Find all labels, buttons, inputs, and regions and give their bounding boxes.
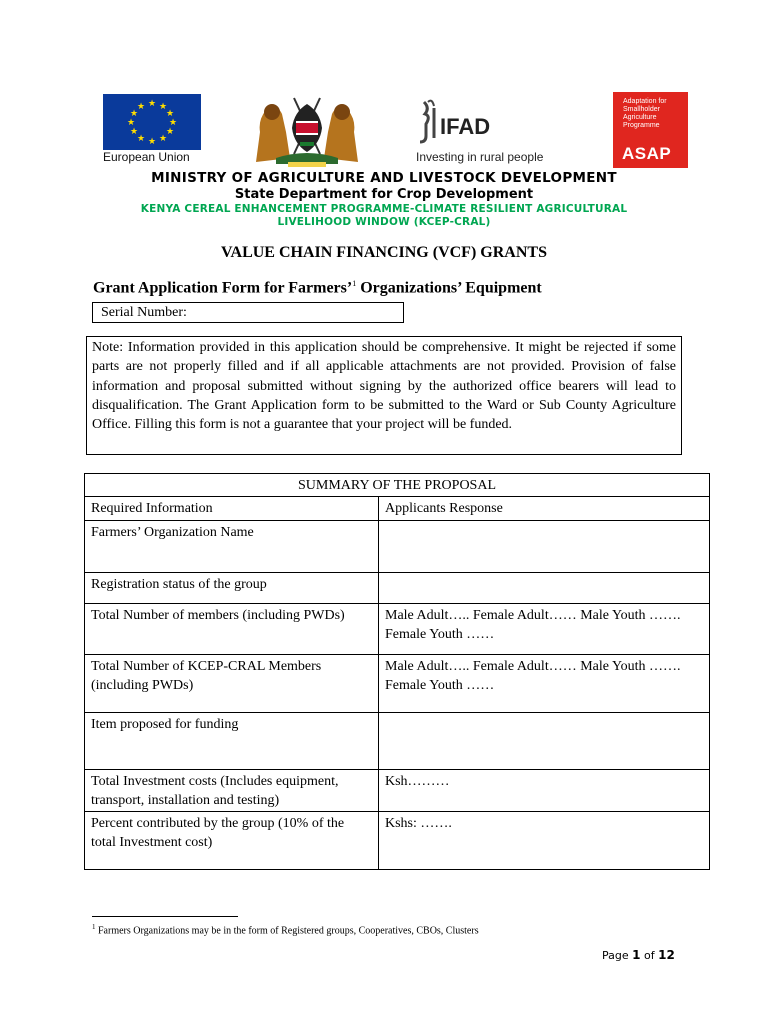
programme-heading-line2: LIVELIHOOD WINDOW (KCEP-CRAL)	[277, 216, 491, 228]
asap-name: ASAP	[622, 144, 672, 163]
svg-text:★: ★	[158, 134, 168, 144]
svg-text:★: ★	[165, 127, 175, 137]
asap-text: Adaptation for Smallholder Agriculture Programme	[623, 98, 667, 129]
summary-table	[84, 473, 710, 870]
table-heading: SUMMARY OF THE PROPOSAL	[85, 474, 710, 497]
table-row	[85, 572, 710, 603]
response-cell[interactable]: Male Adult….. Female Adult…… Male Youth ……. Female Youth ……	[379, 654, 710, 712]
row-label: Registration status of the group	[85, 572, 379, 603]
table-header-row	[85, 496, 710, 520]
response-cell[interactable]	[379, 520, 710, 572]
svg-text:★: ★	[136, 102, 146, 112]
column-header-response: Applicants Response	[379, 496, 710, 520]
footnote-ref: 1	[352, 279, 357, 288]
state-department-heading: State Department for Crop Development	[234, 187, 534, 202]
response-cell[interactable]: Ksh………	[379, 769, 710, 811]
svg-text:★: ★	[158, 102, 168, 112]
row-label: Total Number of members (including PWDs)	[85, 603, 379, 654]
column-header-required: Required Information	[85, 496, 379, 520]
svg-text:★: ★	[129, 109, 139, 119]
svg-text:★: ★	[136, 134, 146, 144]
asap-logo	[613, 92, 688, 168]
footnote-marker: 1	[92, 923, 96, 931]
page-prefix: Page	[602, 949, 633, 962]
ministry-heading: MINISTRY OF AGRICULTURE AND LIVESTOCK DEVELOPMENT	[151, 170, 617, 186]
ifad-tagline: Investing in rural people	[416, 150, 544, 164]
table-row	[85, 712, 710, 769]
response-cell[interactable]	[379, 712, 710, 769]
response-cell[interactable]: Kshs: …….	[379, 811, 710, 869]
response-cell[interactable]: Male Adult….. Female Adult…… Male Youth ……. Female Youth ……	[379, 603, 710, 654]
kenya-coat-of-arms-icon	[246, 92, 368, 168]
svg-text:★: ★	[147, 99, 157, 109]
serial-number-field[interactable]	[92, 302, 404, 323]
svg-text:★: ★	[147, 137, 157, 147]
note-box: Note: Information provided in this application should be comprehensive. It might be rejected if some parts are not properly filled and if all applicable attachments are not provided. Provision of false information and proposal submitted without signing by the authorized office bearers will lead to disqualification. The Grant Application form to be submitted to the Ward or Sub County Agriculture Office. Filling this form is not a guarantee that your project will be funded.	[86, 336, 682, 455]
table-heading-row	[85, 474, 710, 497]
eu-label: European Union	[103, 150, 190, 164]
svg-text:★: ★	[165, 109, 175, 119]
table-row	[85, 603, 710, 654]
programme-heading-line1: KENYA CEREAL ENHANCEMENT PROGRAMME-CLIMATE RESILIENT AGRICULTURAL	[140, 203, 628, 215]
footnote	[92, 923, 479, 936]
page-total: 12	[658, 948, 675, 962]
row-label: Farmers’ Organization Name	[85, 520, 379, 572]
svg-text:★: ★	[126, 118, 136, 128]
row-label: Total Number of KCEP-CRAL Members (including PWDs)	[85, 654, 379, 712]
row-label: Total Investment costs (Includes equipment, transport, installation and testing)	[85, 769, 379, 811]
serial-number-label: Serial Number:	[101, 305, 187, 320]
footnote-divider	[92, 916, 238, 917]
subtitle-part1: Grant Application Form for Farmers’	[93, 279, 353, 297]
row-label: Item proposed for funding	[85, 712, 379, 769]
document-title: VALUE CHAIN FINANCING (VCF) GRANTS	[221, 244, 547, 261]
row-label: Percent contributed by the group (10% of the total Investment cost)	[85, 811, 379, 869]
svg-text:★: ★	[168, 118, 178, 128]
eu-flag-logo	[103, 94, 201, 150]
svg-text:★: ★	[129, 127, 139, 137]
table-row	[85, 811, 710, 869]
table-row	[85, 654, 710, 712]
page-number	[602, 948, 675, 962]
table-row	[85, 520, 710, 572]
footnote-text: Farmers Organizations may be in the form of Registered groups, Cooperatives, CBOs, Clusters	[95, 925, 479, 937]
table-row	[85, 769, 710, 811]
page-current: 1	[632, 948, 641, 962]
page-of: of	[640, 949, 659, 962]
response-cell[interactable]	[379, 572, 710, 603]
form-subtitle	[93, 279, 542, 297]
ifad-name: IFAD	[440, 114, 491, 139]
subtitle-part2: Organizations’ Equipment	[356, 279, 542, 297]
